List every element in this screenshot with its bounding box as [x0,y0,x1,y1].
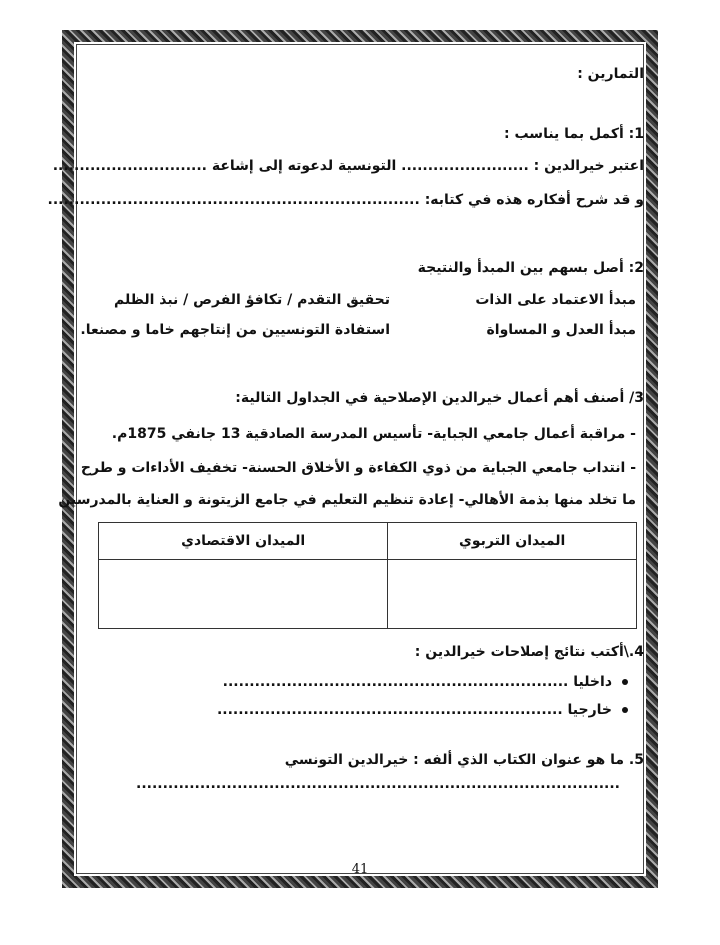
column-economic: الميدان الاقتصادي [99,523,388,560]
exercise-4-heading: 4.\أكتب نتائج إصلاحات خيرالدين : [414,644,644,660]
result-progress[interactable]: تحقيق التقدم / تكافؤ الفرص / نبذ الظلم [113,292,390,308]
cell-educational[interactable] [388,560,637,629]
cell-economic[interactable] [99,560,388,629]
result-external-row[interactable] [217,702,628,718]
exercise-1-line-2[interactable]: و قد شرح أفكاره هذه في كتابه: ...................................................................... [47,192,644,208]
exercises-title: التمارين : [577,66,644,82]
classification-table [98,522,637,629]
result-internal-row[interactable] [223,674,628,690]
result-benefit[interactable]: استفادة التونسيين من إنتاجهم خاما و مصنعا. [80,322,390,338]
reform-item-2b: ما تخلد منها بذمة الأهالي- إعادة تنظيم التعليم في جامع الزيتونة و العناية بالمدرسين [58,492,636,508]
reform-item-2a: - انتداب جامعي الجباية من ذوي الكفاءة و الأخلاق الحسنة- تخفيف الأداءات و طرح [80,460,636,476]
exercise-1-line-1[interactable]: اعتبر خيرالدين : ........................ التونسية لدعوته إلى إشاعة ............................. [52,158,644,174]
exercise-1-heading: 1: أكمل بما يناسب : [504,126,644,142]
page-number: 41 [351,862,369,877]
reform-item-1: - مراقبة أعمال جامعي الجباية- تأسيس المدرسة الصادقية 13 جانفي 1875م. [111,426,636,442]
result-external[interactable]: خارجيا ................................................................. [216,702,612,718]
principle-justice[interactable]: مبدأ العدل و المساواة [486,322,636,338]
bullet-icon [622,707,628,713]
column-educational: الميدان التربوي [388,523,637,560]
exercise-3-heading: 3/ أصنف أهم أعمال خيرالدين الإصلاحية في الجداول التالية: [235,390,644,406]
book-title-answer[interactable]: ........................................................................................... [136,776,620,792]
principle-self-reliance[interactable]: مبدأ الاعتماد على الذات [475,292,636,308]
exercise-5-heading: 5. ما هو عنوان الكتاب الذي ألفه : خيرالدين التونسي [284,752,644,768]
exercise-2-heading: 2: أصل بسهم بين المبدأ والنتيجة [417,260,644,276]
bullet-icon [622,679,628,685]
result-internal[interactable]: داخليا ................................................................. [222,674,612,690]
